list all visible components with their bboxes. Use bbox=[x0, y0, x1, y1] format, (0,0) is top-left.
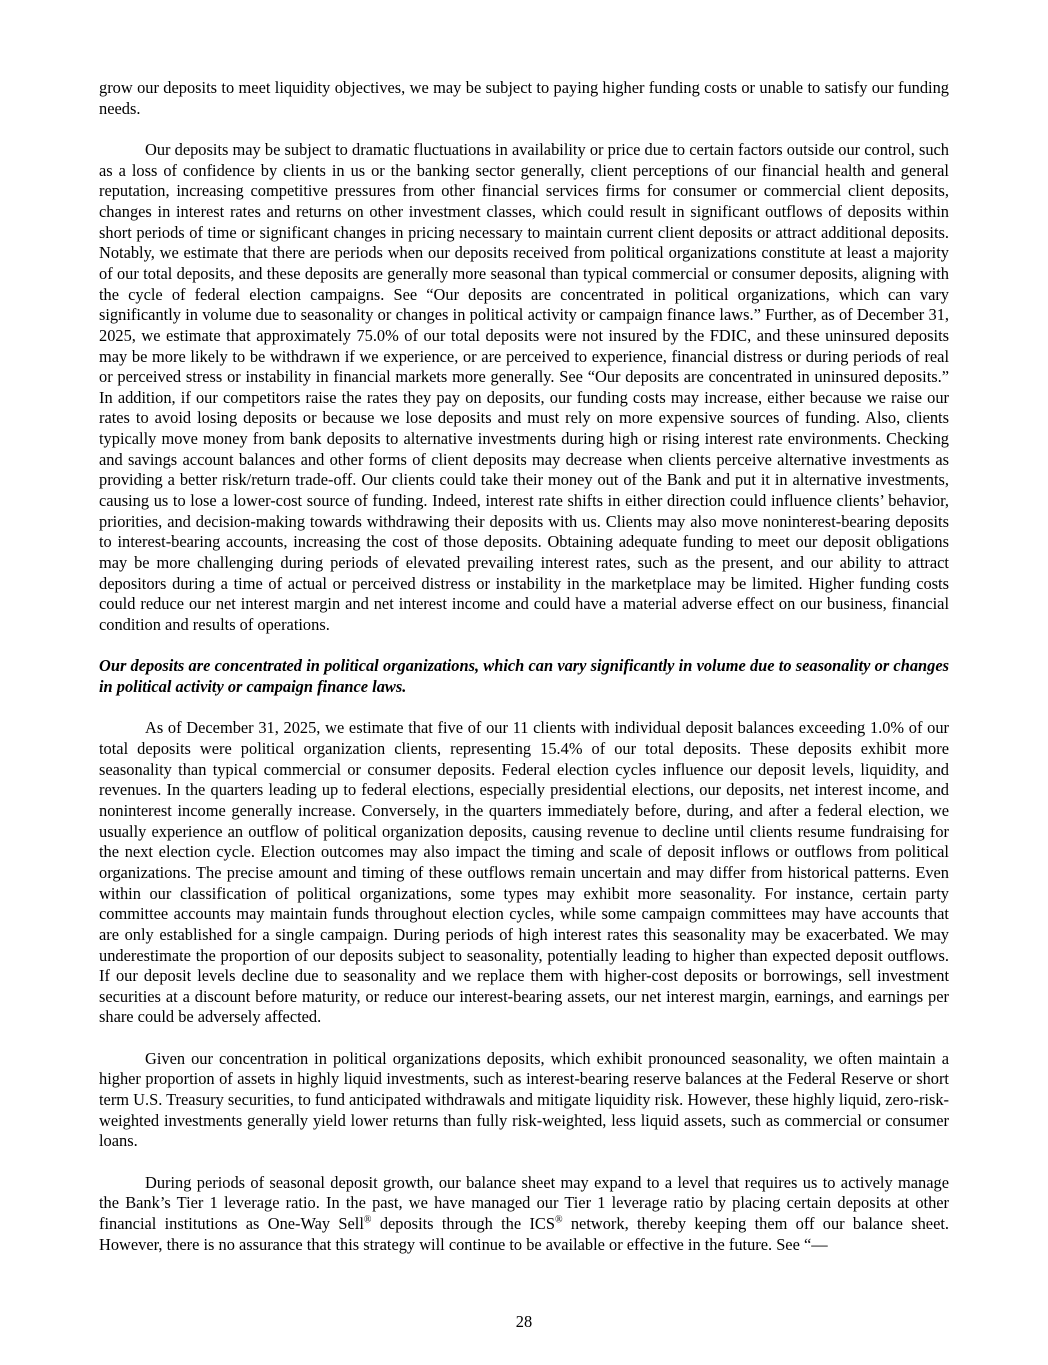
registered-trademark-symbol: ® bbox=[554, 1214, 563, 1226]
section-heading: Our deposits are concentrated in political organizations, which can vary significantly in volume due to seasonality or changes in political activity or campaign finance laws. bbox=[99, 656, 949, 696]
registered-trademark-symbol: ® bbox=[363, 1214, 372, 1226]
document-body bbox=[99, 78, 949, 1255]
paragraph: Given our concentration in political organizations deposits, which exhibit pronounced seasonality, we often maintain a higher proportion of assets in highly liquid investments, such as interest-bearing reserve balances at the Federal Reserve or short term U.S. Treasury securities, to fund anticipated withdrawals and mitigate liquidity risk. However, these highly liquid, zero-risk-weighted investments generally yield lower returns than fully risk-weighted, less liquid assets, such as commercial or consumer loans. bbox=[99, 1048, 949, 1151]
page-number: 28 bbox=[515, 1312, 533, 1331]
paragraph: Our deposits may be subject to dramatic fluctuations in availability or price due to certain factors outside our control, such as a loss of confidence by clients in us or the banking sector generally, client perceptions of our financial health and general reputation, increasing competitive pressures from other financial services firms for consumer or commercial client deposits, changes in interest rates and returns on other investment classes, which could result in significant outflows of deposits within short periods of time or significant changes in pricing necessary to maintain current client deposits or attract additional deposits. Notably, we estimate that there are periods when our deposits received from political organizations constitute at least a majority of our total deposits, and these deposits are generally more seasonal than typical commercial or consumer deposits, aligning with the cycle of federal election campaigns. See “Our deposits are concentrated in political organizations, which can vary significantly in volume due to seasonality or changes in political activity or campaign finance laws.” Further, as of December 31, 2025, we estimate that approximately 75.0% of our total deposits were not insured by the FDIC, and these uninsured deposits may be more likely to be withdrawn if we experience, or are perceived to experience, financial distress or during periods of real or perceived stress or instability in financial markets more generally. See “Our deposits are concentrated in uninsured deposits.” In addition, if our competitors raise the rates they pay on deposits, our funding costs may increase, either because we raise our rates to avoid losing deposits or because we lose deposits and must rely on more expensive sources of funding. Also, clients typically move money from bank deposits to alternative investments during high or rising interest rate environments. Checking and savings account balances and other forms of client deposits may decrease when clients perceive alternative investments as providing a better risk/return trade-off. Our clients could take their money out of the Bank and put it in alternative investments, causing us to lose a lower-cost source of funding. Indeed, interest rate shifts in either direction could influence clients’ behavior, priorities, and decision-making towards withdrawing their deposits with us. Clients may also move noninterest-bearing deposits to interest-bearing accounts, increasing the cost of those deposits. Obtaining adequate funding to meet our deposit obligations may be more challenging during periods of elevated prevailing interest rates, such as the present, and our ability to attract depositors during a time of actual or perceived distress or instability in the marketplace may be limited. Higher funding costs could reduce our net interest margin and net interest income and could have a material adverse effect on our business, financial condition and results of operations. bbox=[99, 139, 949, 635]
paragraph: As of December 31, 2025, we estimate that five of our 11 clients with individual deposit balances exceeding 1.0% of our total deposits were political organization clients, representing 15.4% of our total deposits. These deposits exhibit more seasonality than typical commercial or consumer deposits. Federal election cycles influence our deposit levels, liquidity, and revenues. In the quarters leading up to federal elections, especially presidential elections, our deposits, net interest income, and noninterest income generally increase. Conversely, in the quarters immediately before, during, and after a federal election, we usually experience an outflow of political organization deposits, causing revenue to decline until clients resume fundraising for the next election cycle. Election outcomes may also impact the timing and scale of deposit inflows or outflows from political organizations. The precise amount and timing of these outflows remain uncertain and may differ from historical patterns. Even within our classification of political organizations, some types may exhibit more seasonality. For instance, certain party committee accounts may maintain funds throughout election cycles, while some campaign committees may have accounts that are only established for a single campaign. During periods of high interest rates this seasonality may be exacerbated. We may underestimate the proportion of our deposits subject to seasonality, potentially leading to higher than expected deposit outflows. If our deposit levels decline due to seasonality and we replace them with higher-cost deposits or borrowings, sell investment securities at a discount before maturity, or reduce our interest-bearing assets, our net interest margin, earnings, and earnings per share could be adversely affected. bbox=[99, 718, 949, 1027]
paragraph: During periods of seasonal deposit growth, our balance sheet may expand to a level that requires us to actively manage the Bank’s Tier 1 leverage ratio. In the past, we have managed our Tier 1 leverage ratio by placing certain deposits at other financial institutions as One-Way Sell® deposits through the ICS® network, thereby keeping them off our balance sheet. However, there is no assurance that this strategy will continue to be available or effective in the future. See “— bbox=[99, 1172, 949, 1254]
paragraph: grow our deposits to meet liquidity objectives, we may be subject to paying higher funding costs or unable to satisfy our funding needs. bbox=[99, 78, 949, 118]
